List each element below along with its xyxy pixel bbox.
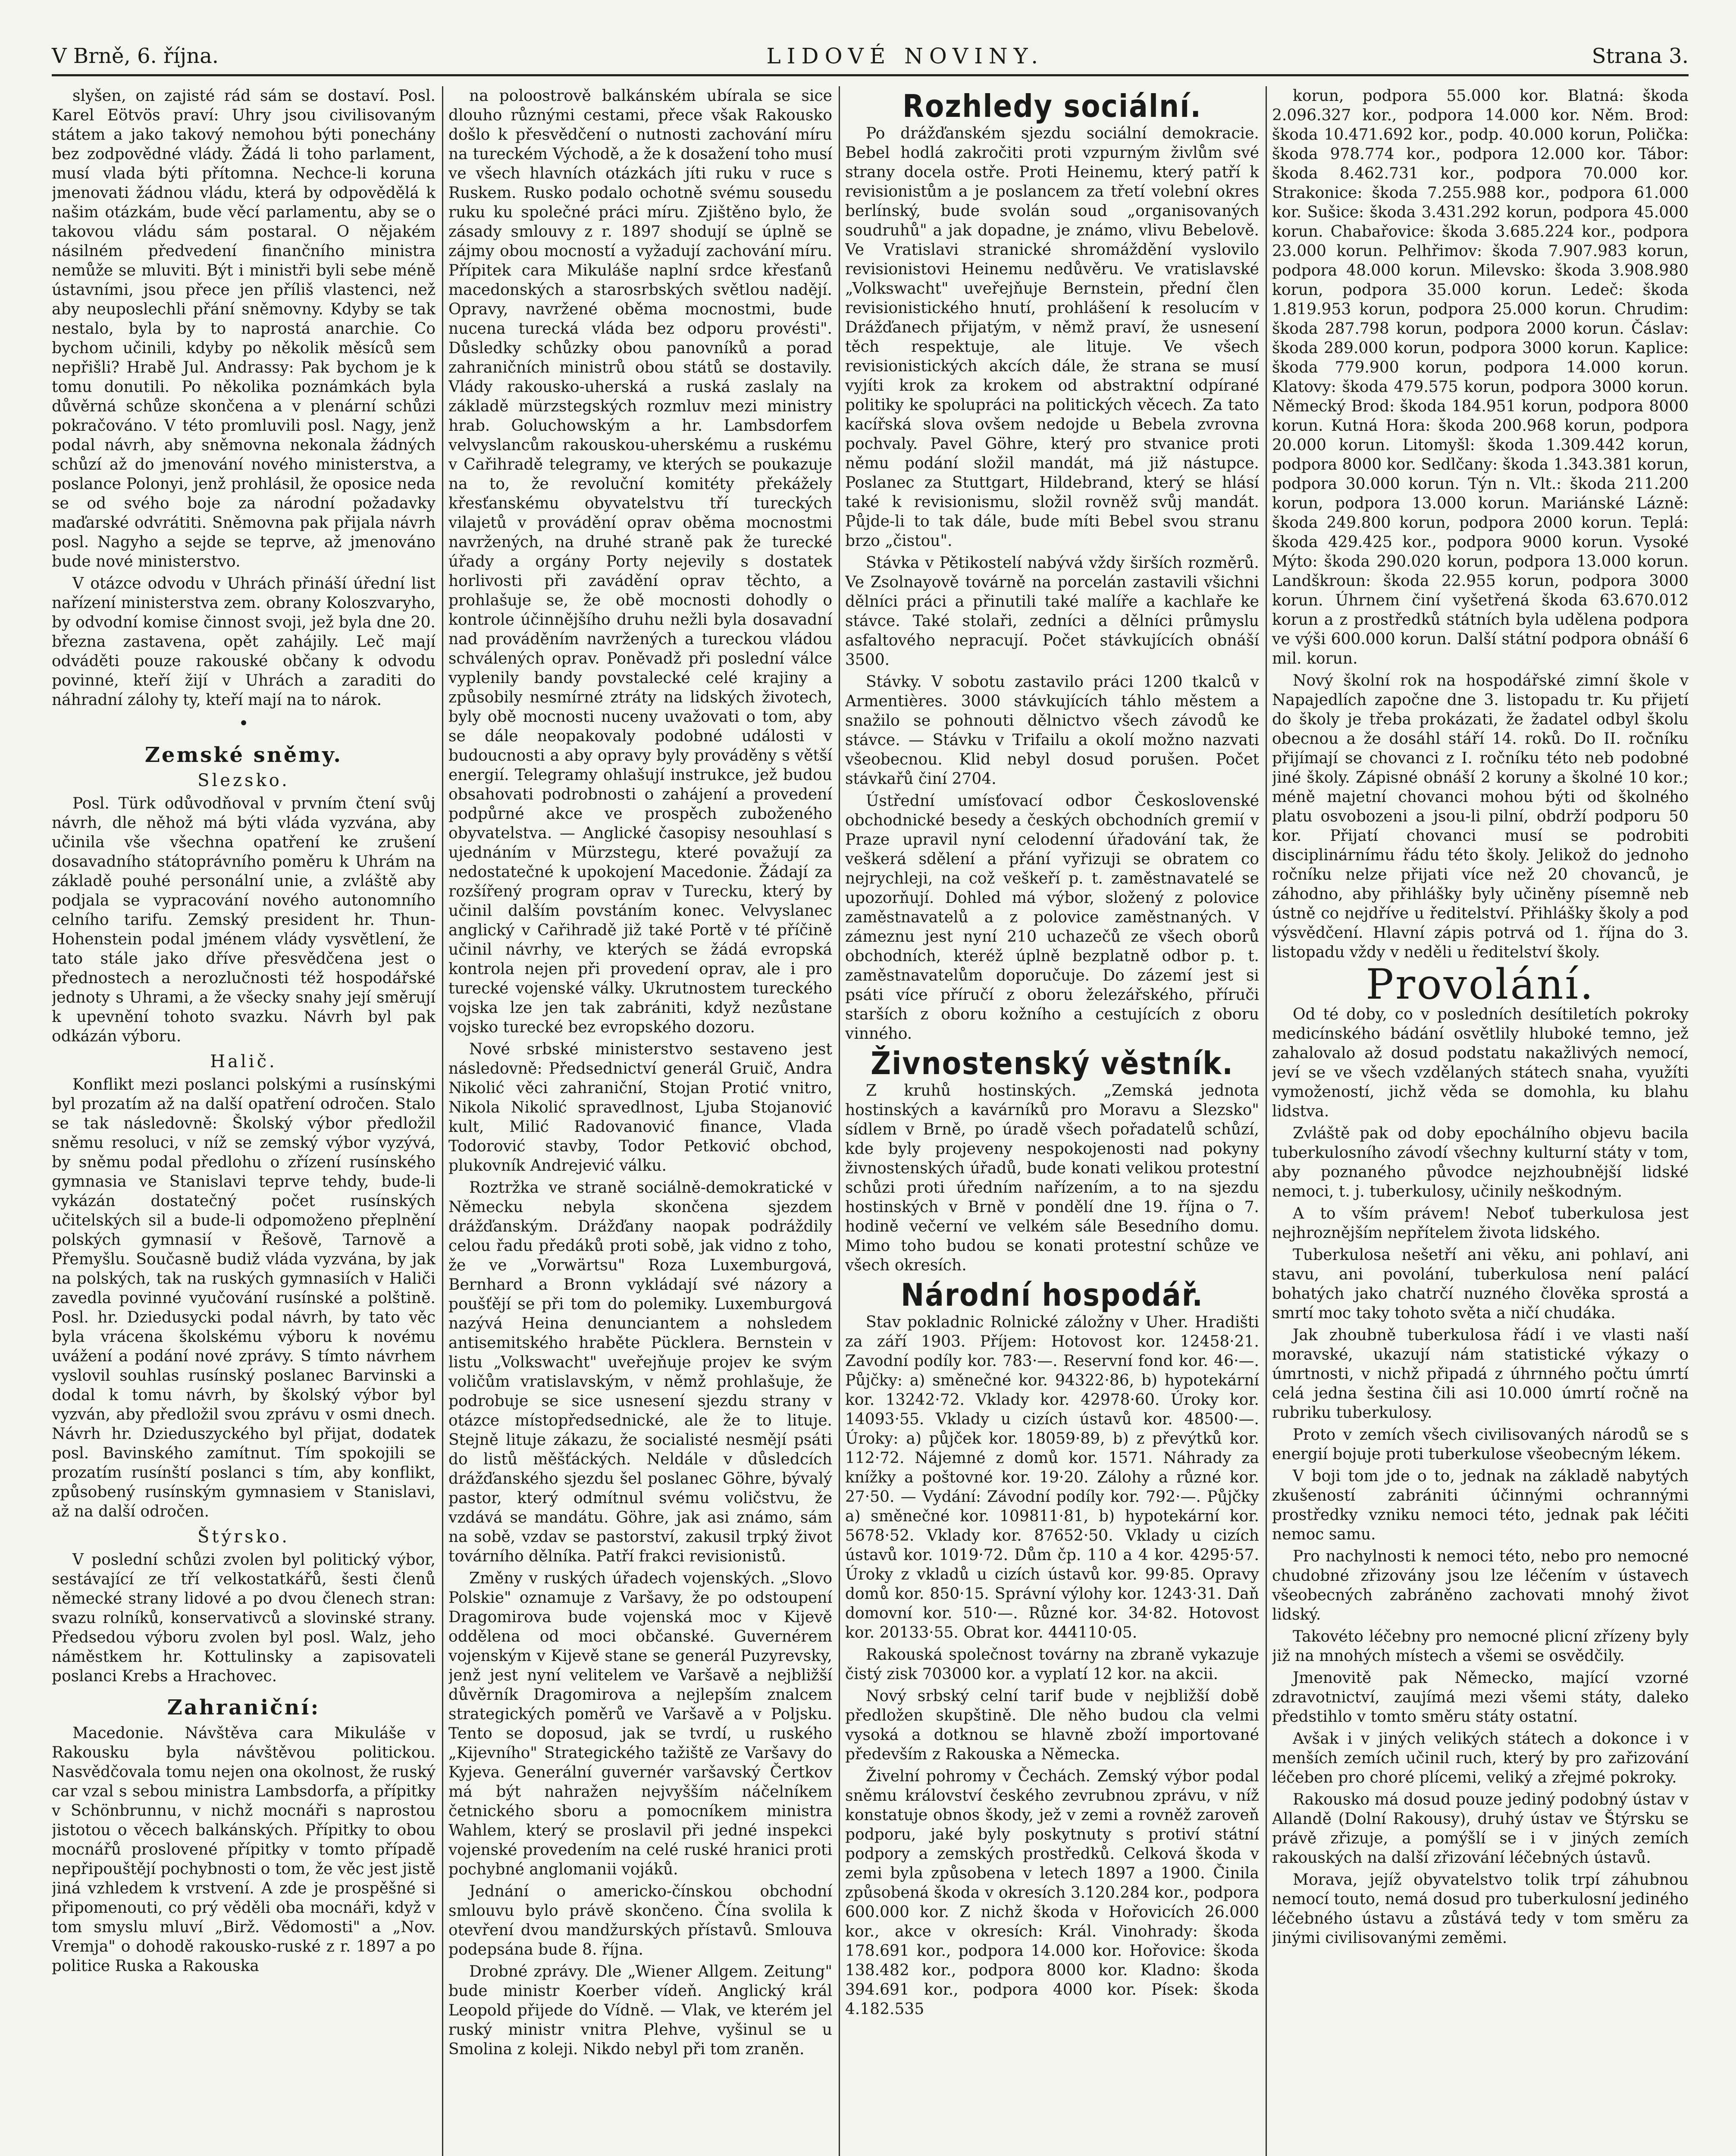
article-text: Rakousko má dosud pouze jediný podobný ústav v Allandě (Dolní Rakousy), druhý ústav ve Štýrsku se právě zřizuje, a pomýšlí se i v jiných zemích rakouských na další zřizování léčebných ústavů. xyxy=(1272,1791,1689,1867)
article-text: Jmenovitě pak Německo, mající vzorné zdravotnictví, zaujímá mezi všemi státy, daleko předstihlo v tomto směru státy ostatní. xyxy=(1272,1669,1689,1726)
article-text: Živelní pohromy v Čechách. Zemský výbor podal sněmu království českého zevrubnou zprávu, v níž konstatuje obnos škody, jež v zemi a rovněž zaroveň podporu, jaké byly poskytnuty s protiví státní podpory a zemských prostředků. Celková škoda v zemi byla způsobena v letech 1897 a 1900. Činila způsobená škoda v okresích 3.120.284 kor., podpora 600.000 kor. Z nichž škoda v Hořovicích 26.000 kor., akce v okresích: Král. Vinohrady: škoda 178.691 kor., podpora 14.000 kor. Hořovice: škoda 138.482 kor., podpora 8000 kor. Kladno: škoda 394.691 kor., podpora 4000 kor. Písek: škoda 4.182.535 xyxy=(845,1767,1259,2018)
page-number: Strana 3. xyxy=(1592,44,1689,68)
article-text: Změny v ruských úřadech vojenských. „Slovo Polskie" oznamuje z Varšavy, že po odstoupení Dragomirova bude vojenská moc v Kijevě oddělena od moci občanské. Guvernérem vojenským v Kijevě stane se generál Puzyrevsky, jenž jest nyní velitelem ve Varšavě a nejbližší důvěrník Dragomirova a nejlepším znalcem strategických poměrů ve Varšavě a v Poljsku. Tento se doposud, jak se tvrdí, u ruského „Kijevního" Strategického tažiště ze Varšavy do Kyjeva. Generální guvernér varšavský Čertkov má být nahražen nejvyšším náčelníkem četnického sboru a pomocníkem ministra Wahlem, který se proslavil při jedné inspekci vojenské provedením na celé ruské hranici proti pochybné anglomanii vojáků. xyxy=(448,1570,832,1878)
subsection-heading: Slezsko. xyxy=(197,771,290,790)
article-text: Proto v zemích všech civilisovaných národů se s energií bojuje proti tuberkulose všeobecným lékem. xyxy=(1272,1426,1689,1463)
subsection-heading: Štýrsko. xyxy=(197,1527,290,1547)
article-text: korun, podpora 55.000 kor. Blatná: škoda 2.096.327 kor., podpora 14.000 kor. Něm. Brod: škoda 10.471.692 kor., podp. 40.000 korun, Polička: škoda 978.774 kor., podpora 12.000 kor. Tábor: škoda 8.462.731 kor., podpora 70.000 kor. Strakonice: škoda 7.255.988 kor., podpora 61.000 kor. Sušice: škoda 3.431.292 korun, podpora 45.000 korun. Chabařovice: škoda 3.685.224 kor., podpora 23.000 korun. Pelhřimov: škoda 7.907.983 korun, podpora 48.000 korun. Milevsko: škoda 3.908.980 korun, podpora 35.000 korun. Ledeč: škoda 1.819.953 korun, podpora 25.000 korun. Chrudim: škoda 287.798 korun, podpora 2000 korun. Čáslav: škoda 289.000 korun, podpora 3000 korun. Kaplice: škoda 779.900 korun, podpora 14.000 korun. Klatovy: škoda 479.575 korun, podpora 3000 korun. Německý Brod: škoda 184.951 korun, podpora 8000 korun. Kutná Hora: škoda 200.968 korun, podpora 20.000 korun. Litomyšl: škoda 1.309.442 korun, podpora 8000 kor. Sedlčany: škoda 1.343.381 korun, podpora 30.000 korun. Týn n. Vlt.: škoda 211.200 korun, podpora 13.000 korun. Mariánské Lázně: škoda 249.800 korun, podpora 2000 korun. Teplá: škoda 429.425 kor., podpora 9000 korun. Vysoké Mýto: škoda 290.020 korun, podpora 13.000 korun. Landškroun: škoda 22.955 korun, podpora 3000 korun. Úhrnem činí vyšetřená škoda 63.670.012 korun a z prostředků státních byla udělena podpora ve výši 600.000 korun. Další státní podpora obnáší 6 mil. korun. xyxy=(1272,87,1689,667)
column-4 xyxy=(1272,86,1689,2156)
article-text: Drobné zprávy. Dle „Wiener Allgem. Zeitung" bude ministr Koerber vídeň. Anglický král Leopold přijede do Vídně. — Vlak, ve kterém jel ruský ministr vnitra Plehve, vyšinul se u Smolina z koleji. Nikdo nebyl při tom zraněn. xyxy=(448,1963,832,2058)
section-heading: Živnostenský věstník. xyxy=(871,1045,1234,1081)
article-text: Ústřední umísťovací odbor Československé obchodnické besedy a českých obchodních gremií v Praze upravil nyní celodenní úřadování tak, že veškerá sdělení a přání vyřizuji se obratem co nejrychleji, na což veškeří p. t. zaměstnavatelé se upozorňují. Dohled má výbor, složený z polovice zaměstnavatelů a z polovice zaměstnaných. V zámeznu jest nyní 210 uchazečů ze všech oborů obchodních, kteréž úplně bezplatně odbor p. t. zaměstnavatelům doporučuje. Do zázemí jest si psáti více příručí z oboru železářského, příruči starších z oboru kožního a cestujících z oboru vinného. xyxy=(845,792,1259,1043)
article-text: slyšen, on zajisté rád sám se dostaví. Posl. Karel Eötvös praví: Uhry jsou civilisovaným státem a jako takový nemohou býti ponechány bez zodpovědné vlády. Žádá li toho parlament, musí vlada býti přítomna. Nechce-li koruna jmenovati žádnou vládu, která by odpovědělá k našim otázkám, bude věcí parlamentu, aby se o takovou vládu sám postaral. O nějakém násilném předvedení finančního ministra nemůže se mluviti. Být i ministři byli sebe méně ústavními, jsou přece jen příliš vlastenci, než aby neuposlechli přání sněmovny. Kdyby se tak nestalo, byla by to naprostá anarchie. Co bychom učinili, kdyby po několik měsíců sem nepřišli? Hrabě Jul. Andrassy: Pak bychom je k tomu donutili. Po několika poznámkách byla důvěrná schůze skončena a v plenární schůzi pokračováno. V této promluvili posl. Nagy, jenž podal návrh, aby sněmovna nekonala žádných schůzí až do jmenování nového ministerstva, a poslance Polonyi, jenž prohlásil, že oposice neda se od svého boje za národní požadavky maďarské odvrátiti. Sněmovna pak přijala návrh posl. Nagyho a sejde se teprve, až jmenováno bude nové ministerstvo. xyxy=(52,87,436,570)
article-text: Nové srbské ministerstvo sestaveno jest následovně: Předsednictví generál Gruič, Andra Nikolić věci zahraniční, Stojan Protić vnitro, Nikola Nikolić spravedlnost, Ljuba Stojanović kult, Milić Radovanović finance, Vlada Todorović stavby, Todor Petković obchod, plukovník Andrejević válku. xyxy=(448,1040,832,1175)
article-text: Takovéto léčebny pro nemocné plicní zřízeny byly již na mnohých místech a všemi se osvědčily. xyxy=(1272,1628,1689,1665)
article-text: na poloostrově balkánském ubírala se sice dlouho různými cestami, přece však Rakousko došlo k přesvědčení o nutnosti zachování míru na tureckém Východě, a že k dosažení toho musí ve všech hlavních otázkách jíti ruku v ruce s Ruskem. Rusko podalo ochotně svému sousedu ruku ku společné práci míru. Zjištěno bylo, že zásady smlouvy z r. 1897 shodují se úplně se zájmy obou mocností a vyžadují zachování míru. Přípitek cara Mikuláše naplní srdce křesťanů macedonských a starosrbských světlou nadějí. Opravy, navržené oběma mocnostmi, bude nucena turecká vláda bez odporu provésti". Důsledky schůzky obou panovníků a porad zahraničních ministrů obou států se dostavily. Vlády rakousko-uherská a ruská zaslaly na základě mürzstegských rozmluv mezi ministry hrab. Goluchowským a hr. Lambsdorfem velvyslancům rakouskou-uherskému a ruskému v Cařihradě telegramy, ve kterých se poukazuje na to, že revoluční komitéty překážely křesťanskému obyvatelstvu tří tureckých vilajetů v provádění oprav oběma mocnostmi navržených, na druhé straně pak že turecké úřady a orgány Porty nejevily s dostatek horlivosti při zavádění oprav těchto, a prohlašuje se, že obě mocnosti dohodly o kontrole účinnějšího druhu nežli byla dosavadní nad prováděním navržených a tureckou vládou schválených oprav. Poněvadž při poslední válce vyplenily bandy povstalecké celé krajiny a způsobily nesmírné ztráty na lidských životech, byly obě mocnosti nuceny uvažovati o tom, aby se dále neopakovaly podobné události v budoucnosti a aby opravy byly prováděny s větší energií. Telegramy ohlašují instrukce, jež budou obsahovati podrobnosti o zahájení a provedení podpůrné akce ve prospěch zuboženého obyvatelstva. — Anglické časopisy nesouhlasí s ujednáním v Mürzstegu, které považují za nedostatečné k upokojení Macedonie. Žádají za rozšířený program oprav v Turecku, který by učinil dalším povstáním konec. Velvyslanec anglický v Cařihradě již také Portě v té příčině učinil návrhy, ve kterých se žádá evropská kontrola nejen při provedení oprav, ale i pro turecké vojenské války. Ukrutnostem tureckého vojska lze jen tak zabrániti, když nezůstane vojsko turecké bez evropského dozoru. xyxy=(448,87,832,1036)
section-heading: Rozhledy sociální. xyxy=(902,88,1202,124)
article-text: Roztržka ve straně sociálně-demokratické v Německu nebyla skončena sjezdem drážďanským. Drážďany naopak podráždily celou řadu předáků proti sobě, jak vidno z toho, že ve „Vorwärtsu" Roza Luxemburgová, Bernhard a Bronn vykládají své názory a poušťějí se při tom do polemiky. Luxemburgová nazývá Heina denunciantem a nohsledem antisemitského hraběte Pücklera. Bernstein v listu „Volkswacht" uveřejňuje projev ke svým voličům vratislavským, v němž prohlašuje, že podrobuje se sice usnesení sjezdu strany v otázce místopředsednické, ale že to lituje. Stejně lituje zákazu, že socialisté nesmějí psáti do listů měšťáckých. Neldále v důsledcích drážďanského sjezdu šel poslanec Göhre, bývalý pastor, který odmítnul svému voličstvu, že vzdává se mandátu. Göhre, jak asi známo, sám na sobě, vzdav se pastorství, zakusil trpký život továrního dělníka. Patří frakci revisionistů. xyxy=(448,1179,832,1565)
article-text: Jednání o americko-čínskou obchodní smlouvu bylo právě skončeno. Čína svolila k otevření dvou mandžurských přístavů. Smlouva podepsána bude 8. října. xyxy=(448,1883,832,1959)
article-text: Pro nachylnosti k nemoci této, nebo pro nemocné chudobné zřizovány jsou lze léčením v ústavech všeobecných zabráněno zachovati mnohý život lidský. xyxy=(1272,1548,1689,1623)
page-header xyxy=(52,41,1689,71)
column-divider xyxy=(442,86,443,2156)
article-text: Jak zhoubně tuberkulosa řádí i ve vlasti naší moravské, ukazují nám statistické výkazy o úmrtnosti, v nichž připadá z úhrnného počtu úmrtí celá jedna šestina čili asi 10.000 úmrtí ročně na rubriku tuberkulosy. xyxy=(1272,1326,1689,1422)
article-text: Nový srbský celní tarif bude v nejbližší době předložen skupštině. Dle něho budou cla velmi vysoká a dotknou se hlavně zboží importované především z Rakouska a Německa. xyxy=(845,1687,1259,1763)
column-3 xyxy=(845,86,1259,2156)
article-text: Nový školní rok na hospodářské zimní škole v Napajedlích započne dne 3. listopadu tr. Ku přijetí do školy je třeba prokázati, že žadatel odbyl školu obecnou a že dosáhl stáří 14. roků. Do II. ročníku přijímají se chovanci z I. ročníku této neb podobné jiné školy. Zápisné obnáší 2 koruny a školné 10 kor.; méně majetní chovanci mohou býti od školného platu osvobozeni a jsou-li pilní, obdrží podporu 50 kor. Přijatí chovanci musí se podrobiti disciplinárnímu řádu této školy. Jelikož do jednoho ročníku nelze přijati více než 20 chovanců, je záhodno, aby přihlášky byly učiněny písemně neb ústně co nejdříve u ředitelství. Přihlášky školy a pod výsvědčení. Hlavní zápis potrvá od 1. října do 3. listopadu vždy v neděli u ředitelství školy. xyxy=(1272,672,1689,961)
article-text: Morava, jejíž obyvatelstvo tolik trpí záhubnou nemocí touto, nemá dosud pro tuberkulosní jediného léčebného ústavu a zůstává tedy v tom směru za jinými civilisovanými zeměmi. xyxy=(1272,1871,1689,1947)
article-text: Tuberkulosa nešetří ani věku, ani pohlaví, ani stavu, ani povolání, tuberkulosa není palácí bohatých jako chatrčí nuzného člověka sprostá a smrtí moc taky tohoto světa a ničí chudáka. xyxy=(1272,1246,1689,1322)
article-text: V boji tom jde o to, jednak na základě nabytých zkušeností zabrániti účinnými ochrannými prostředky vzniku nemoci této, jednak pak léčiti nemoc samu. xyxy=(1272,1467,1689,1543)
section-heading: Zemské sněmy. xyxy=(144,743,343,767)
article-text: Avšak i v jiných velikých státech a dokonce i v menších zemích učinil ruch, který by pro zařizování léčeben pro choré plícemi, veliký a zřejmé pokroky. xyxy=(1272,1730,1689,1786)
article-text: V otázce odvodu v Uhrách přináší úřední list nařízení ministerstva zem. obrany Koloszvaryho, by odvodní komise činnost svoji, jež byla dne 20. března zastavena, opět zahájily. Leč mají odváděti pouze rakouské občany k odvodu povinné, kteří žijí v Uhrách a zaraditi do náhradní zálohy ty, kteří mají na to nárok. xyxy=(52,575,436,709)
article-text: Stávka v Pětikostelí nabývá vždy širších rozměrů. Ve Zsolnayově továrně na porcelán zastavili všichni dělníci práci a přinutili také malíře a kachlaře ke stávce. Také stolaři, zedníci a dělníci průmyslu asfaltového nepracují. Počet stávkujících obnáší 3500. xyxy=(845,554,1259,669)
article-text: A to vším právem! Neboť tuberkulosa jest nejhroznějším nepřítelem života lidského. xyxy=(1272,1205,1689,1242)
section-heading: Zahraniční: xyxy=(167,1695,320,1720)
column-divider xyxy=(1266,86,1267,2156)
header-rule xyxy=(52,74,1689,76)
article-text: V poslední schůzi zvolen byl politický výbor, sestávající ze tří velkostatkářů, šesti členů německé strany lidové a po dvou členech stran: svazu rolníků, konservativců a slovinské strany. Předsedou výboru zvolen byl posl. Walz, jeho náměstkem hr. Kottulinsky a zapisovateli poslanci Krebs a Hrachovec. xyxy=(52,1551,436,1685)
column-2 xyxy=(448,86,832,2156)
newspaper-title: LIDOVÉ NOVINY. xyxy=(766,44,1044,69)
article-text: Po drážďanském sjezdu sociální demokracie. Bebel hodlá zakročiti proti vzpurným živlům své strany docela ostře. Proti Heinemu, který patří k revisionistům a je poslancem za třetí volební okres berlínský, bude svolán soud „organisovaných soudruhů" a jak dopadne, je známo, vlivu Bebelově. Ve Vratislavi stranické shromáždění vyslovilo revisionistovi Heinemu nedůvěru. Ve vratislavské „Volkswacht" uveřejňuje Bernstein, přední člen revisionistického hnutí, prohlášení k resolucím v Drážďanech přijatým, v němž praví, že usnesení těch respektuje, ale lituje. Ve všech revisionistických akcích dále, že strana se musí vyjíti krok za krokem od abstraktní odpírané politiky ke spolupráci na politických věcech. Za tato kacířská slova ovšem nedojde u Bebela zvrovna pochvaly. Pavel Göhre, který pro stvanice proti němu podání složil mandát, má již nástupce. Poslanec za Stuttgart, Hildebrand, který se hlásí také k revisionismu, složil rovněž svůj mandát. Půjde-li to tak dále, bude míti Bebel svou stranu brzo „čistou". xyxy=(845,125,1259,550)
column-1 xyxy=(52,86,436,2156)
article-text: Macedonie. Návštěva cara Mikuláše v Rakousku byla návštěvou politickou. Nasvědčovala tomu nejen ona okolnost, že ruský car vzal s sebou ministra Lambsdorfa, a přípitky v Schönbrunnu, v nichž mocnáři s naprostou jistotou o věcech balkánských. Přípitky to obou mocnářů proslovené přípitky v tomto případě nepřipouštějí pochybnosti o tom, že věc jest jistě jiná vzhledem k vrstvení. A zde je prospěšné si připomenouti, co prý věděli oba mocnáři, když v tom smyslu mluví „Birž. Vědomosti" a „Nov. Vremja" o dohodě rakousko-ruské z r. 1897 a po politice Ruska a Rakouska xyxy=(52,1724,436,1975)
column-divider xyxy=(839,86,840,2156)
article-text: Stav pokladnic Rolnické záložny v Uher. Hradišti za září 1903. Příjem: Hotovost kor. 12458·21. Zavodní podíly kor. 783·—. Reservní fond kor. 46·—. Půjčky: a) směnečné kor. 94322·86, b) hypotekární kor. 13242·72. Vklady kor. 42978·60. Úroky kor. 14093·55. Vklady u cizích ústavů kor. 48500·—. Úroky: a) půjček kor. 18059·89, b) z převýtků kor. 112·72. Nájemné z domů kor. 1571. Náhrady za knížky a poštovné kor. 19·20. Zálohy a různé kor. 27·50. — Vydání: Závodní podíly kor. 792·—. Půjčky a) směnečné kor. 109811·81, b) hypotekární kor. 5678·52. Vklady kor. 87652·50. Vklady u cizích ústavů kor. 1019·72. Dům čp. 110 a 4 kor. 4295·57. Úroky z vkladů u cizích ústavů kor. 99·85. Opravy domů kor. 850·15. Správní výlohy kor. 1243·31. Daň domovní kor. 510·—. Různé kor. 34·82. Hotovost kor. 20133·55. Obrat kor. 444110·05. xyxy=(845,1313,1259,1642)
section-heading: Národní hospodář. xyxy=(900,1277,1204,1313)
article-text: Rakouská společnost továrny na zbraně vykazuje čistý zisk 703000 kor. a vyplatí 12 kor. na akcii. xyxy=(845,1646,1259,1683)
separator: • xyxy=(238,714,249,733)
article-text: Stávky. V sobotu zastavilo práci 1200 tkalců v Armentières. 3000 stávkujících táhlo městem a snažilo se pohnouti dělnictvo všech závodů ke stávce. — Stávku v Trifailu a okolí možno nazvati všeobecnou. Klid nebyl dosud porušen. Počet stávkařů činí 2704. xyxy=(845,673,1259,788)
section-heading: Provolání. xyxy=(1366,960,1595,1009)
article-text: Zvláště pak od doby epochálního objevu bacila tuberkulosního závodí všechny kulturní státy v tom, aby poznaného původce nejzhoubnější lidské nemoci, t. j. tuberkulosy, učinily neškodným. xyxy=(1272,1125,1689,1200)
article-text: Posl. Türk odůvodňoval v prvním čtení svůj návrh, dle něhož má býti vláda vyzvána, aby učinila vše všechna opatření ke zrušení dosavadního státoprávního poměru k Uhrám na základě pouhé personální unie, a zvláště aby podjala se vypracování nového autonomního celního tarifu. Zemský president hr. Thun-Hohenstein podal jménem vlády vysvětlení, že tato stále jako dříve přesvědčena jest o přednostech a nerozlučnosti též hospodářské jednoty s Uhrami, a že všecky snahy její směrují k upevnění tohoto svazku. Návrh byl pak odkázán výboru. xyxy=(52,795,436,1045)
article-text: Konflikt mezi poslanci polskými a rusínskými byl prozatím až na další opatření odročen. Stalo se tak následovně: Školský výbor předložil sněmu resoluci, v níž se zemský výbor vyzývá, by sněmu podal předlohu o zřízení rusínského gymnasia ve Stanislavi teprve tehdy, bude-li vykázán dostatečný počet rusínských učitelských sil a bude-li odpomoženo přeplnění polských gymnasií v Řešově, Tarnově a Přemyšlu. Současně budiž vláda vyzvána, by jak na polských, tak na ruských gymnasiích v Haliči zavedla povinné vyučování rusínské a polštině. Posl. hr. Dziedusycki podal návrh, by tato věc byla vrácena školskému výboru k novému uvážení a podání nové zprávy. S tímto návrhem vyslovil souhlas rusínský poslanec Barvinski a dodal k tomu návrh, by školský výbor byl vyzván, aby předložil svou zprávu v osmi dnech. Návrh hr. Dzieduszyckého byl přijat, dodatek posl. Bavinského zamítnut. Tím spokojili se prozatím rusínští poslanci s tím, aby konflikt, způsobený rusínským gymnasiem v Stanislavi, až na další odročen. xyxy=(52,1076,436,1520)
article-text: Od té doby, co v posledních desítiletích pokroky medicínského bádání osvětlily hluboké temno, jež zahalovalo až dosud podstatu nakažlivých nemocí, jeví se ve všech vzdělaných státech snaha, využíti vymožeností, jichž věda se domohla, ku blahu lidstva. xyxy=(1272,1006,1689,1120)
subsection-heading: Halič. xyxy=(210,1052,277,1072)
article-text: Z kruhů hostinských. „Zemská jednota hostinských a kavárníků pro Moravu a Slezsko" sídlem v Brně, po úradě všech pořadatelů schůzí, kde byly projeveny nespokojenosti nad pokyny živnostenských úřadů, bude konati velikou protestní schůzi proti úředním nařízením, a to na sjezdu hostinských v Brně v pondělí dne 19. října o 7. hodině večerní ve velkém sále Besedního domu. Mimo toho budou se konati protestní schůze ve všech okresích. xyxy=(845,1082,1259,1274)
header-date: V Brně, 6. října. xyxy=(52,44,219,68)
